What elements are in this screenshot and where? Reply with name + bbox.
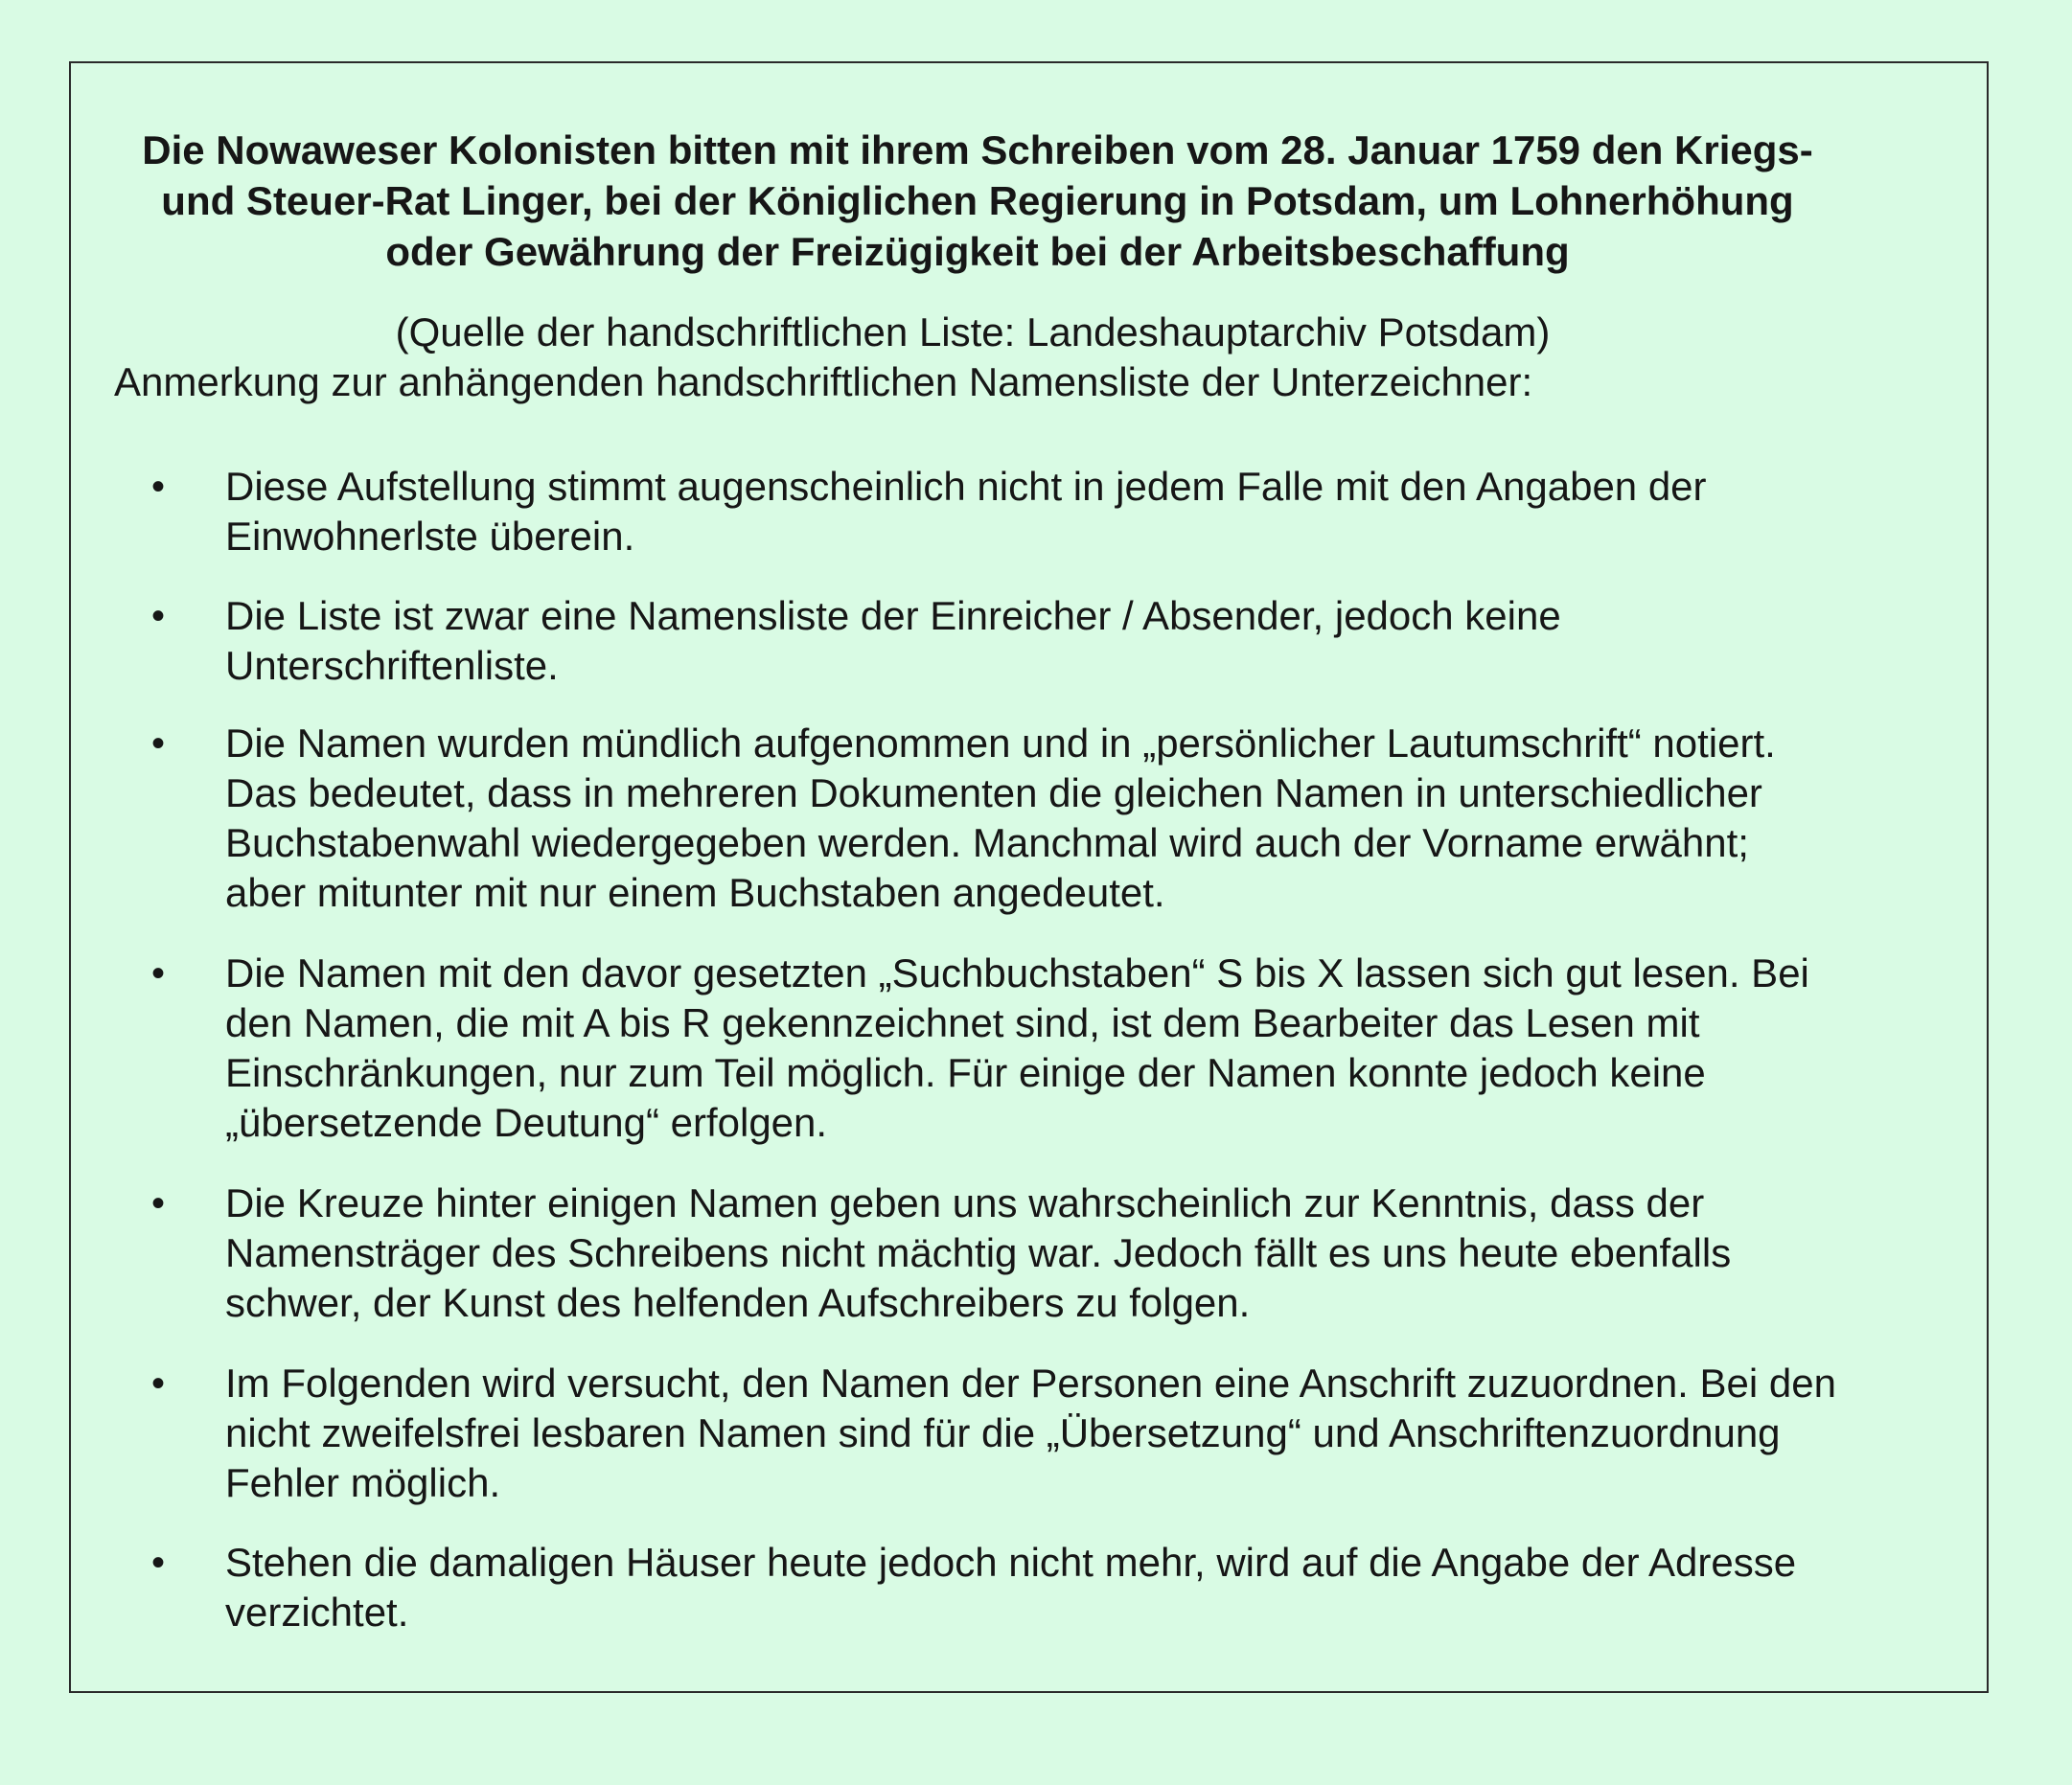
list-item-1 bbox=[225, 462, 1707, 561]
list-item-6 bbox=[225, 1359, 1836, 1508]
item-line: Einschränkungen, nur zum Teil möglich. Für einige der Namen konnte jedoch keine bbox=[225, 1050, 1706, 1095]
item-line: Buchstabenwahl wiedergegeben werden. Manchmal wird auch der Vorname erwähnt; bbox=[225, 820, 1749, 865]
item-line: Die Namen wurden mündlich aufgenommen und in „persönlicher Lautumschrift“ notiert. bbox=[225, 721, 1776, 766]
item-line: Im Folgenden wird versucht, den Namen der Personen eine Anschrift zuzuordnen. Bei den bbox=[225, 1361, 1836, 1406]
note-heading: Anmerkung zur anhängenden handschriftlichen Namensliste der Unterzeichner: bbox=[114, 359, 1533, 404]
bullet-icon: • bbox=[151, 466, 166, 508]
bullet-icon: • bbox=[151, 1542, 166, 1584]
document-title bbox=[77, 125, 1878, 277]
item-line: Unterschriftenliste. bbox=[225, 643, 559, 688]
list-item-4 bbox=[225, 949, 1809, 1148]
item-line: schwer, der Kunst des helfenden Aufschreibers zu folgen. bbox=[225, 1280, 1251, 1325]
source-note: (Quelle der handschriftlichen Liste: Landeshauptarchiv Potsdam) bbox=[395, 309, 1551, 355]
item-line: verzichtet. bbox=[225, 1590, 409, 1635]
title-line-3: oder Gewährung der Freizügigkeit bei der Arbeitsbeschaffung bbox=[385, 229, 1570, 274]
bullet-icon: • bbox=[151, 1362, 166, 1405]
item-line: nicht zweifelsfrei lesbaren Namen sind für die „Übersetzung“ und Anschriftenzuordnung bbox=[225, 1410, 1781, 1455]
bullet-icon: • bbox=[151, 722, 166, 765]
item-line: den Namen, die mit A bis R gekennzeichnet sind, ist dem Bearbeiter das Lesen mit bbox=[225, 1000, 1700, 1045]
item-line: Die Liste ist zwar eine Namensliste der Einreicher / Absender, jedoch keine bbox=[225, 593, 1561, 638]
item-line: Das bedeutet, dass in mehreren Dokumenten die gleichen Namen in unterschiedlicher bbox=[225, 770, 1762, 815]
title-line-1: Die Nowaweser Kolonisten bitten mit ihrem Schreiben vom 28. Januar 1759 den Kriegs- bbox=[142, 127, 1813, 172]
list-item-2 bbox=[225, 591, 1561, 691]
item-line: Diese Aufstellung stimmt augenscheinlich nicht in jedem Falle mit den Angaben der bbox=[225, 464, 1707, 509]
item-line: Einwohnerlste überein. bbox=[225, 514, 635, 559]
title-line-2: und Steuer-Rat Linger, bei der Königlichen Regierung in Potsdam, um Lohnerhöhung bbox=[161, 178, 1794, 223]
item-line: „übersetzende Deutung“ erfolgen. bbox=[225, 1100, 828, 1145]
item-line: aber mitunter mit nur einem Buchstaben angedeutet. bbox=[225, 870, 1165, 915]
list-item-5 bbox=[225, 1179, 1731, 1328]
list-item-7 bbox=[225, 1538, 1796, 1637]
item-line: Die Namen mit den davor gesetzten „Suchbuchstaben“ S bis X lassen sich gut lesen. Bei bbox=[225, 950, 1809, 995]
bullet-icon: • bbox=[151, 595, 166, 637]
item-line: Fehler möglich. bbox=[225, 1460, 501, 1505]
bullet-icon: • bbox=[151, 952, 166, 995]
item-line: Namensträger des Schreibens nicht mächtig war. Jedoch fällt es uns heute ebenfalls bbox=[225, 1230, 1732, 1275]
item-line: Stehen die damaligen Häuser heute jedoch nicht mehr, wird auf die Angabe der Adresse bbox=[225, 1540, 1797, 1585]
list-item-3 bbox=[225, 719, 1776, 918]
bullet-icon: • bbox=[151, 1182, 166, 1224]
item-line: Die Kreuze hinter einigen Namen geben uns wahrscheinlich zur Kenntnis, dass der bbox=[225, 1180, 1705, 1225]
